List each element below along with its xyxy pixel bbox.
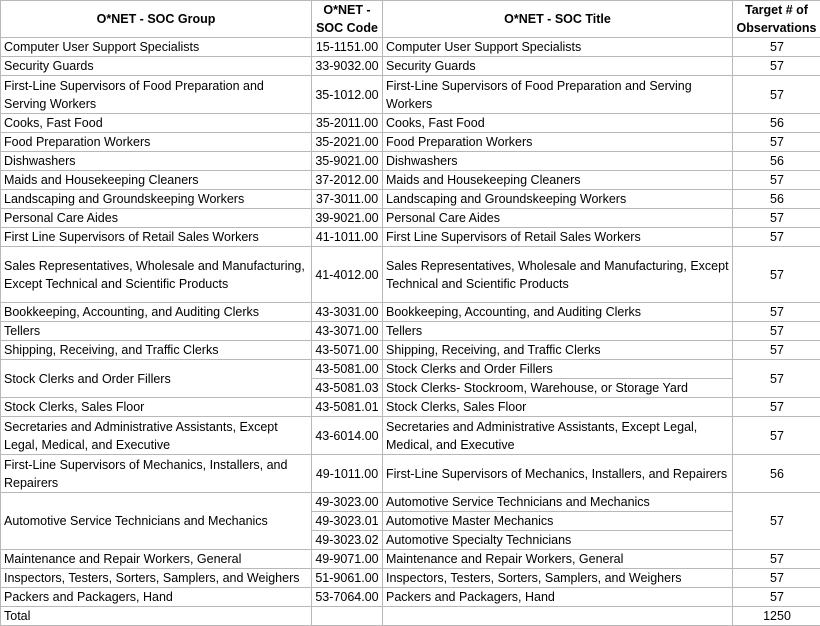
header-row	[1, 1, 820, 38]
table-row	[1, 303, 820, 322]
table-row	[1, 76, 820, 114]
soc-code-cell: 53-7064.00	[312, 588, 383, 607]
target-cell: 57	[733, 493, 820, 550]
soc-title-cell: Food Preparation Workers	[383, 133, 733, 152]
soc-group-cell: Security Guards	[1, 57, 312, 76]
soc-group-cell: Dishwashers	[1, 152, 312, 171]
target-cell: 57	[733, 398, 820, 417]
target-cell: 57	[733, 360, 820, 398]
target-cell: 57	[733, 303, 820, 322]
soc-code-cell: 37-3011.00	[312, 190, 383, 209]
table-row	[1, 569, 820, 588]
soc-title-cell: Automotive Service Technicians and Mechanics	[383, 493, 733, 512]
soc-group-cell: Landscaping and Groundskeeping Workers	[1, 190, 312, 209]
soc-code-cell: 43-5081.01	[312, 398, 383, 417]
target-cell: 57	[733, 209, 820, 228]
soc-code-cell: 51-9061.00	[312, 569, 383, 588]
soc-code-cell: 49-3023.00	[312, 493, 383, 512]
table-row	[1, 171, 820, 190]
total-label: Total	[1, 607, 312, 626]
soc-code-cell: 41-4012.00	[312, 247, 383, 303]
soc-title-cell: Maids and Housekeeping Cleaners	[383, 171, 733, 190]
soc-code-cell: 39-9021.00	[312, 209, 383, 228]
target-cell: 56	[733, 152, 820, 171]
soc-code-cell: 43-5071.00	[312, 341, 383, 360]
table-row	[1, 228, 820, 247]
target-cell: 57	[733, 171, 820, 190]
soc-title-cell: Sales Representatives, Wholesale and Manufacturing, Except Technical and Scientific Products	[383, 247, 733, 303]
target-cell: 57	[733, 417, 820, 455]
soc-code-cell: 49-9071.00	[312, 550, 383, 569]
soc-code-cell: 35-1012.00	[312, 76, 383, 114]
target-cell: 57	[733, 550, 820, 569]
soc-code-cell: 43-3031.00	[312, 303, 383, 322]
soc-code-cell: 49-3023.02	[312, 531, 383, 550]
soc-group-cell: Maintenance and Repair Workers, General	[1, 550, 312, 569]
soc-title-cell: Cooks, Fast Food	[383, 114, 733, 133]
soc-group-cell: Food Preparation Workers	[1, 133, 312, 152]
target-cell: 57	[733, 588, 820, 607]
table-row	[1, 38, 820, 57]
header-soc-group: O*NET - SOC Group	[1, 1, 312, 38]
table-row	[1, 455, 820, 493]
soc-title-cell: Shipping, Receiving, and Traffic Clerks	[383, 341, 733, 360]
soc-code-cell: 49-3023.01	[312, 512, 383, 531]
table-row	[1, 322, 820, 341]
table-row	[1, 247, 820, 303]
soc-title-cell: First-Line Supervisors of Mechanics, Installers, and Repairers	[383, 455, 733, 493]
soc-title-cell: Dishwashers	[383, 152, 733, 171]
soc-code-cell: 33-9032.00	[312, 57, 383, 76]
soc-title-cell: Computer User Support Specialists	[383, 38, 733, 57]
soc-group-cell: Stock Clerks, Sales Floor	[1, 398, 312, 417]
soc-code-cell: 49-1011.00	[312, 455, 383, 493]
soc-title-cell: Stock Clerks- Stockroom, Warehouse, or Storage Yard	[383, 379, 733, 398]
target-cell: 57	[733, 76, 820, 114]
target-cell: 56	[733, 455, 820, 493]
table-row	[1, 417, 820, 455]
soc-group-cell: Sales Representatives, Wholesale and Manufacturing, Except Technical and Scientific Products	[1, 247, 312, 303]
target-cell: 57	[733, 569, 820, 588]
soc-group-cell: Automotive Service Technicians and Mechanics	[1, 493, 312, 550]
target-cell: 57	[733, 341, 820, 360]
target-cell: 57	[733, 133, 820, 152]
soc-group-cell: First-Line Supervisors of Mechanics, Installers, and Repairers	[1, 455, 312, 493]
soc-group-cell: Stock Clerks and Order Fillers	[1, 360, 312, 398]
target-cell: 57	[733, 247, 820, 303]
soc-title-cell: Personal Care Aides	[383, 209, 733, 228]
header-soc-title: O*NET - SOC Title	[383, 1, 733, 38]
soc-code-cell: 35-9021.00	[312, 152, 383, 171]
target-cell: 56	[733, 190, 820, 209]
total-empty-code	[312, 607, 383, 626]
soc-title-cell: First Line Supervisors of Retail Sales Workers	[383, 228, 733, 247]
soc-group-cell: First Line Supervisors of Retail Sales Workers	[1, 228, 312, 247]
soc-group-cell: Maids and Housekeeping Cleaners	[1, 171, 312, 190]
soc-group-cell: First-Line Supervisors of Food Preparation and Serving Workers	[1, 76, 312, 114]
soc-group-cell: Packers and Packagers, Hand	[1, 588, 312, 607]
soc-group-cell: Computer User Support Specialists	[1, 38, 312, 57]
target-cell: 57	[733, 57, 820, 76]
soc-code-cell: 43-6014.00	[312, 417, 383, 455]
table-row	[1, 114, 820, 133]
total-row	[1, 607, 820, 626]
soc-title-cell: Bookkeeping, Accounting, and Auditing Clerks	[383, 303, 733, 322]
table-row	[1, 57, 820, 76]
soc-title-cell: Stock Clerks, Sales Floor	[383, 398, 733, 417]
soc-title-cell: Security Guards	[383, 57, 733, 76]
soc-group-cell: Cooks, Fast Food	[1, 114, 312, 133]
table-row	[1, 588, 820, 607]
soc-title-cell: Tellers	[383, 322, 733, 341]
soc-code-cell: 43-5081.00	[312, 360, 383, 379]
target-cell: 56	[733, 114, 820, 133]
soc-group-cell: Inspectors, Testers, Sorters, Samplers, and Weighers	[1, 569, 312, 588]
soc-code-cell: 35-2011.00	[312, 114, 383, 133]
soc-code-cell: 37-2012.00	[312, 171, 383, 190]
table-row	[1, 190, 820, 209]
soc-title-cell: Maintenance and Repair Workers, General	[383, 550, 733, 569]
table-row	[1, 550, 820, 569]
table-row	[1, 152, 820, 171]
header-target-observations: Target # of Observations	[733, 1, 820, 38]
total-target: 1250	[733, 607, 820, 626]
soc-title-cell: Automotive Master Mechanics	[383, 512, 733, 531]
target-cell: 57	[733, 228, 820, 247]
soc-code-cell: 15-1151.00	[312, 38, 383, 57]
soc-title-cell: Inspectors, Testers, Sorters, Samplers, and Weighers	[383, 569, 733, 588]
table-row	[1, 209, 820, 228]
soc-code-cell: 41-1011.00	[312, 228, 383, 247]
table-row	[1, 493, 820, 512]
soc-group-cell: Secretaries and Administrative Assistants, Except Legal, Medical, and Executive	[1, 417, 312, 455]
soc-code-cell: 35-2021.00	[312, 133, 383, 152]
soc-title-cell: Automotive Specialty Technicians	[383, 531, 733, 550]
table-row	[1, 133, 820, 152]
soc-title-cell: Packers and Packagers, Hand	[383, 588, 733, 607]
target-cell: 57	[733, 38, 820, 57]
soc-title-cell: Landscaping and Groundskeeping Workers	[383, 190, 733, 209]
soc-title-cell: Secretaries and Administrative Assistants, Except Legal, Medical, and Executive	[383, 417, 733, 455]
soc-group-cell: Personal Care Aides	[1, 209, 312, 228]
soc-group-cell: Bookkeeping, Accounting, and Auditing Clerks	[1, 303, 312, 322]
soc-code-cell: 43-5081.03	[312, 379, 383, 398]
target-cell: 57	[733, 322, 820, 341]
table-row	[1, 341, 820, 360]
soc-title-cell: First-Line Supervisors of Food Preparation and Serving Workers	[383, 76, 733, 114]
table-row	[1, 398, 820, 417]
soc-title-cell: Stock Clerks and Order Fillers	[383, 360, 733, 379]
header-soc-code: O*NET - SOC Code	[312, 1, 383, 38]
soc-code-cell: 43-3071.00	[312, 322, 383, 341]
soc-group-cell: Shipping, Receiving, and Traffic Clerks	[1, 341, 312, 360]
table-row	[1, 360, 820, 379]
soc-group-cell: Tellers	[1, 322, 312, 341]
total-empty-title	[383, 607, 733, 626]
